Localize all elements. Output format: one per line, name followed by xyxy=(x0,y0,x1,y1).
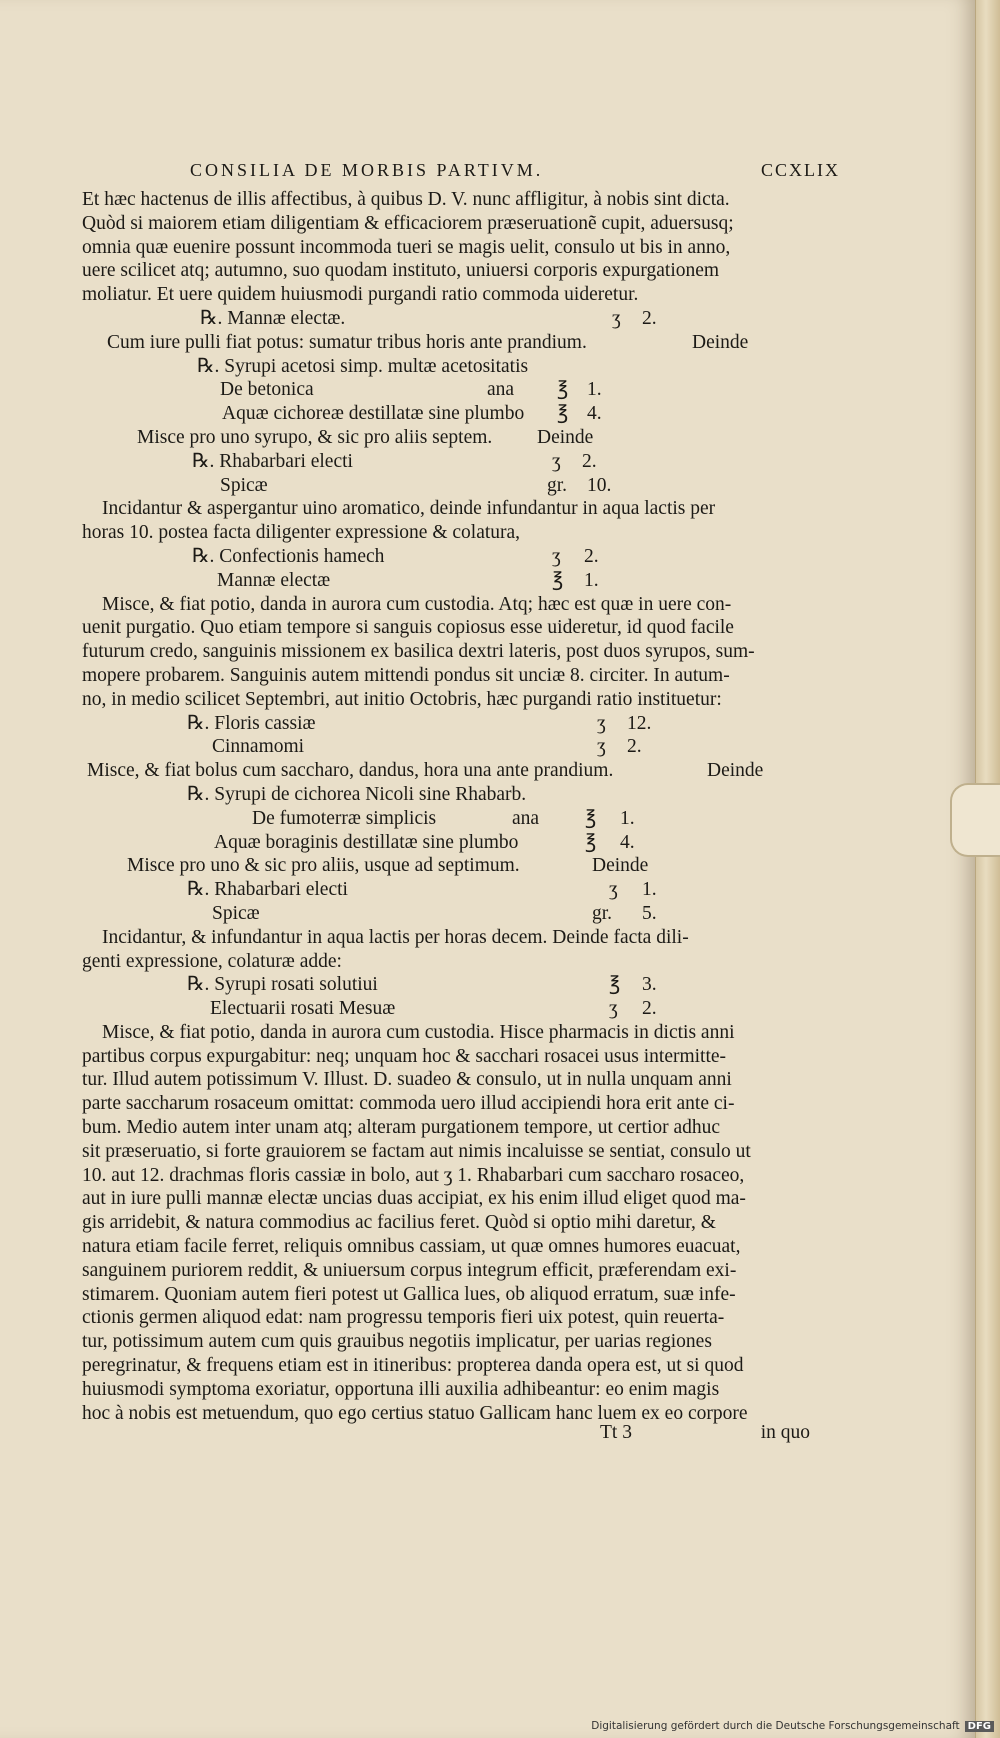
recipe-unit: ℥ xyxy=(585,831,597,853)
recipe-line xyxy=(82,973,817,997)
recipe-unit: ℥ xyxy=(552,569,564,591)
recipe-unit: ʒ xyxy=(552,545,561,567)
recipe-name: Spicæ xyxy=(212,902,260,924)
recipe-line xyxy=(82,378,817,402)
text-line: Misce pro uno & sic pro aliis, usque ad septimum. Deinde xyxy=(127,855,649,877)
recipe-unit: ʒ xyxy=(552,450,561,472)
recipe-qty: 2. xyxy=(642,307,657,329)
digitization-credit xyxy=(591,1720,994,1732)
text-line: horas 10. postea facta diligenter expressione & colatura, xyxy=(82,522,521,544)
recipe-line xyxy=(82,307,817,331)
text-line: Misce, & fiat potio, danda in aurora cum custodia. Hisce pharmacis in dictis anni xyxy=(102,1021,735,1043)
text-line: Et hæc hactenus de illis affectibus, à quibus D. V. nunc affligitur, à nobis sint dicta. xyxy=(82,189,730,210)
recipe-qty: 1. xyxy=(584,569,599,591)
text-line: ctionis germen aliquod edat: nam progressu temporis fieri uix potest, quin reuerta- xyxy=(82,1307,725,1329)
recipe-name: De betonica xyxy=(220,379,314,401)
recipe-name: Aquæ boraginis destillatæ sine plumbo xyxy=(214,831,519,853)
catchword: in quo xyxy=(760,1422,810,1443)
text-line: stimarem. Quoniam autem fieri potest ut Gallica lues, ob aliquod erratum, suæ infe- xyxy=(82,1283,736,1305)
recipe-qty: 3. xyxy=(642,974,657,996)
text-line: futurum credo, sanguinis missionem ex basilica dextri lateris, post duos syrupos, sum- xyxy=(82,641,755,663)
text-line: tur. Illud autem potissimum V. Illust. D. suadeo & consulo, ut in nulla unquam anni xyxy=(82,1069,732,1091)
text-line: hoc à nobis est metuendum, quo ego certius statuo Gallicam hanc luem ex eo corpore xyxy=(82,1402,748,1424)
text-line: sit præseruatio, si forte grauiorem se factam aut nimis incaluisse se sentiat, consulo ut xyxy=(82,1140,751,1162)
recipe-line xyxy=(82,902,817,926)
recipe-line xyxy=(82,997,817,1021)
text-line: genti expressione, colaturæ adde: xyxy=(82,950,342,972)
recipe-unit: ʒ xyxy=(597,736,606,758)
recipe-line xyxy=(82,878,817,902)
catchline xyxy=(600,1422,810,1444)
recipe-unit: ʒ xyxy=(612,307,621,329)
recipe-unit: gr. xyxy=(547,474,568,496)
recipe-name: Electuarii rosati Mesuæ xyxy=(210,998,396,1020)
text-line: partibus corpus expurgabitur: neq; unquam hoc & sacchari rosacei usus intermitte- xyxy=(82,1045,727,1067)
deinde: Deinde xyxy=(707,760,764,782)
recipe-unit: ℥ xyxy=(585,807,597,829)
text-line: moliatur. Et uere quidem huiusmodi purgandi ratio commoda uideretur. xyxy=(82,284,639,306)
text-line: peregrinatur, & frequens etiam est in itineribus: propterea danda opera est, ut si quod xyxy=(82,1355,744,1377)
running-title: CONSILIA DE MORBIS PARTIVM. xyxy=(190,160,544,180)
recipe-name: Cinnamomi xyxy=(212,736,305,758)
recipe-qty: 1. xyxy=(587,379,602,401)
dfg-logo: DFG xyxy=(965,1721,994,1732)
recipe-name: ℞. Syrupi de cichorea Nicoli sine Rhabarb. xyxy=(187,783,527,805)
recipe-name: ℞. Floris cassiæ xyxy=(187,712,316,734)
recipe-qty: 2. xyxy=(582,450,597,472)
text-line: sanguinem puriorem reddit, & uniuersum corpus integrum efficit, præferendam exi- xyxy=(82,1259,737,1281)
page-edge xyxy=(975,0,1000,1738)
deinde: Deinde xyxy=(592,855,649,877)
recipe-name: ℞. Rhabarbari electi xyxy=(187,879,348,901)
recipe-line xyxy=(82,474,817,498)
text-line: parte saccharum rosaceum omittat: commoda uero illud accipiendi hora erit ante ci- xyxy=(82,1093,735,1115)
recipe-line xyxy=(82,450,817,474)
text-line: natura etiam facile ferret, reliquis omnibus cassiam, ut quæ omnes humores euacuat, xyxy=(82,1236,741,1258)
running-head xyxy=(190,160,840,181)
recipe-line xyxy=(82,831,817,855)
recipe-line xyxy=(82,402,817,426)
text-line: 10. aut 12. drachmas floris cassiæ in bolo, aut ʒ 1. Rhabarbari cum saccharo rosaceo, xyxy=(82,1164,745,1186)
recipe-line xyxy=(82,807,817,831)
recipe-name: Mannæ electæ xyxy=(217,569,331,591)
recipe-line xyxy=(82,712,817,736)
recipe-qty: 2. xyxy=(627,736,642,758)
text-line: Misce pro uno syrupo, & sic pro aliis septem. Deinde xyxy=(137,426,594,448)
recipe-qty: 1. xyxy=(620,807,635,829)
recipe-line xyxy=(82,735,817,759)
recipe-name: ℞. Syrupi acetosi simp. multæ acetositatis xyxy=(197,355,529,377)
recipe-unit: ʒ xyxy=(597,712,606,734)
recipe-qty: 2. xyxy=(642,998,657,1020)
text-line: bum. Medio autem inter unam atq; alteram purgationem tempore, ut certior adhuc xyxy=(82,1117,721,1139)
text-line: Cum iure pulli fiat potus: sumatur tribus horis ante prandium. Deinde xyxy=(107,331,749,353)
text-line: gis arridebit, & natura commodius ac facilius feret. Quòd si optio mihi daretur, & xyxy=(82,1212,716,1234)
page-body xyxy=(82,188,817,1425)
recipe-qty: 4. xyxy=(587,403,602,425)
recipe-name: ℞. Rhabarbari electi xyxy=(192,450,353,472)
text-line: uere scilicet atq; autumno, suo quodam instituto, uniuersi corporis expurgationem xyxy=(82,260,720,282)
text-line: huiusmodi symptoma exoriatur, opportuna illi auxilia adhibeantur: eo enim magis xyxy=(82,1378,720,1400)
recipe-name: Spicæ xyxy=(220,474,268,496)
recipe-unit: ℥ xyxy=(557,403,569,425)
recipe-name: De fumoterræ simplicis xyxy=(252,807,437,829)
text-line: no, in medio scilicet Septembri, aut initio Octobris, hæc purgandi ratio instituetur: xyxy=(82,688,722,710)
text-line: Quòd si maiorem etiam diligentiam & efficaciorem præseruationẽ cupit, aduersusq; xyxy=(82,212,734,234)
recipe-line xyxy=(82,569,817,593)
text-line: uenit purgatio. Quo etiam tempore si sanguis copiosus esse uideretur, id quod facile xyxy=(82,617,734,639)
recipe-name: ℞. Confectionis hamech xyxy=(192,545,385,567)
recipe-unit: gr. xyxy=(592,902,613,924)
recipe-unit: ʒ xyxy=(609,998,618,1020)
text-line: Incidantur, & infundantur in aqua lactis per horas decem. Deinde facta dili- xyxy=(102,926,689,948)
text-line: Misce, & fiat potio, danda in aurora cum custodia. Atq; hæc est quæ in uere con- xyxy=(102,593,732,615)
recipe-unit: ℥ xyxy=(609,974,621,996)
recipe-line xyxy=(82,783,817,807)
text-line: aut in iure pulli mannæ electæ uncias duas accipiat, ex his enim illud eliget quod ma- xyxy=(82,1188,746,1210)
recipe-ana: ana xyxy=(487,379,515,401)
recipe-qty: 1. xyxy=(642,879,657,901)
fold-tab xyxy=(950,783,1000,857)
text-line: Misce, & fiat bolus cum saccharo, dandus, hora una ante prandium. Deinde xyxy=(87,760,764,782)
recipe-unit: ʒ xyxy=(609,879,618,901)
signature-mark: Tt 3 xyxy=(600,1422,632,1443)
recipe-line xyxy=(82,545,817,569)
recipe-qty: 2. xyxy=(584,545,599,567)
recipe-name: ℞. Mannæ electæ. xyxy=(200,307,346,329)
recipe-name: ℞. Syrupi rosati solutiui xyxy=(187,974,378,996)
recipe-line xyxy=(82,355,817,379)
folio-number: CCXLIX xyxy=(761,160,840,180)
recipe-qty: 12. xyxy=(627,712,652,734)
text-line: mopere probarem. Sanguinis autem mittendi pondus sit unciæ 8. circiter. In autum- xyxy=(82,664,730,686)
recipe-qty: 4. xyxy=(620,831,635,853)
recipe-qty: 10. xyxy=(587,474,612,496)
credit-text: Digitalisierung gefördert durch die Deutsche Forschungsgemeinschaft xyxy=(591,1720,960,1732)
recipe-unit: ℥ xyxy=(557,379,569,401)
recipe-ana: ana xyxy=(512,807,540,829)
text-line: omnia quæ euenire possunt incommoda tueri se magis uelit, consulo ut bis in anno, xyxy=(82,236,731,258)
text-line: tur, potissimum autem cum quis grauibus negotiis implicatur, per uarias regiones xyxy=(82,1331,712,1353)
recipe-qty: 5. xyxy=(642,902,657,924)
deinde: Deinde xyxy=(692,331,749,353)
text-line: Incidantur & aspergantur uino aromatico, deinde infundantur in aqua lactis per xyxy=(102,498,716,520)
deinde: Deinde xyxy=(537,426,594,448)
recipe-name: Aquæ cichoreæ destillatæ sine plumbo xyxy=(222,403,525,425)
